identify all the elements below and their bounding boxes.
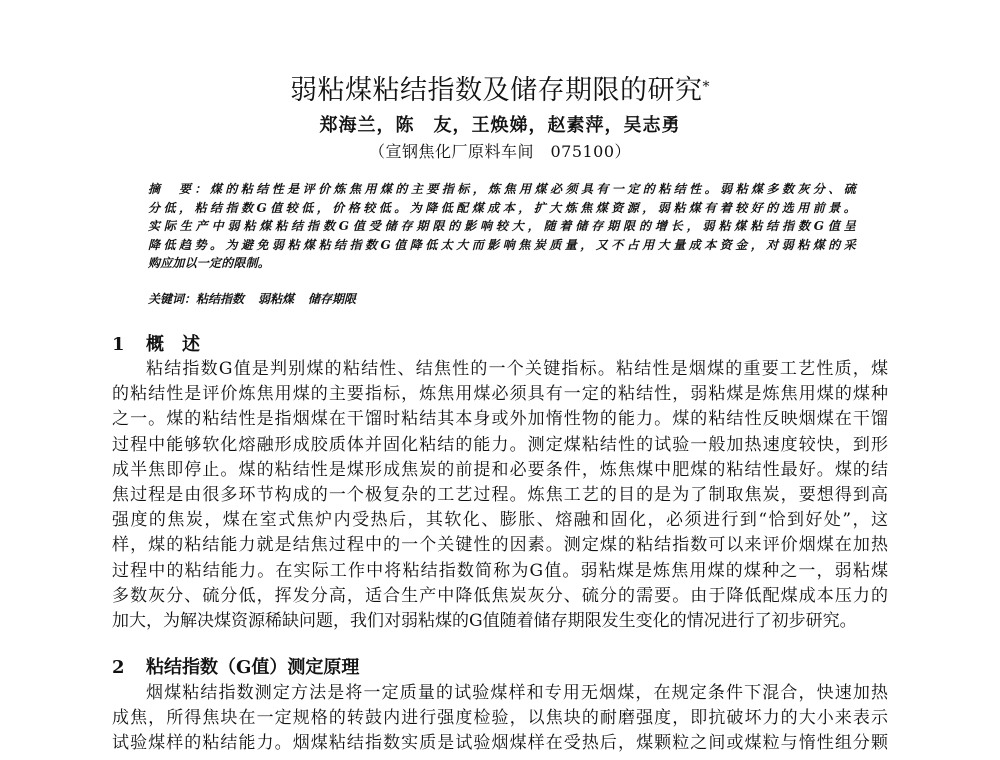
- affiliation: （宣钢焦化厂原料车间 075100）: [368, 142, 632, 161]
- text-line: 样，煤的粘结能力就是结焦过程中的一个关键性的因素。测定煤的粘结指数可以来评价烟煤在加热: [112, 535, 888, 556]
- text-line: 过程中的粘结能力。在实际工作中将粘结指数简称为G值。弱粘煤是炼焦用煤的煤种之一，弱粘煤: [112, 560, 888, 581]
- abstract: [148, 180, 856, 273]
- abstract-line: 实际生产中弱粘煤粘结指数G值受储存期限的影响较大，随着储存期限的增长，弱粘煤粘结指数G值呈: [148, 219, 856, 234]
- text-line: 强度的焦炭，煤在室式焦炉内受热后，其软化、膨胀、熔融和固化，必须进行到“恰到好处”，这: [112, 510, 888, 531]
- text-line: 成焦，所得焦块在一定规格的转鼓内进行强度检验，以焦块的耐磨强度，即抗破坏力的大小来表示: [112, 708, 888, 729]
- section-number: 1: [112, 334, 125, 355]
- text-line: 的粘结性是评价炼焦用煤的主要指标，炼焦用煤必须具有一定的粘结性，弱粘煤是炼焦用煤的煤种: [112, 384, 888, 405]
- section-heading-overview: [112, 333, 200, 357]
- author-list: 郑海兰，陈 友，王焕娣，赵素萍，吴志勇: [319, 115, 681, 136]
- keywords: [148, 290, 856, 308]
- section-heading-principle: [112, 656, 359, 680]
- text-line: 加大，为解决煤资源稀缺问题，我们对弱粘煤的G值随着储存期限发生变化的情况进行了初步研究。: [112, 611, 857, 632]
- keywords-label: 关键词：: [148, 292, 197, 306]
- title-footnote-mark: *: [702, 79, 710, 95]
- keyword: 储存期限: [308, 292, 357, 306]
- section-number: 2: [112, 657, 125, 678]
- paper-title-text: 弱粘煤粘结指数及储存期限的研究: [290, 75, 703, 106]
- abstract-line: 分低，粘结指数G值较低，价格较低。为降低配煤成本，扩大炼焦煤资源，弱粘煤有着较好的选用前景。: [148, 200, 856, 215]
- text-line: 过程中能够软化熔融形成胶质体并固化粘结的能力。测定煤粘结性的试验一般加热速度较快，到形: [112, 434, 888, 455]
- abstract-label: 摘 要：: [148, 182, 210, 196]
- keyword: 粘结指数: [196, 292, 245, 306]
- keyword: 弱粘煤: [258, 292, 295, 306]
- text-line: 焦过程是由很多环节构成的一个极复杂的工艺过程。炼焦工艺的目的是为了制取焦炭，要想得到高: [112, 485, 888, 506]
- paper-title: [0, 74, 1000, 108]
- text-line: 试验煤样的粘结能力。烟煤粘结指数实质是试验烟煤样在受热后，煤颗粒之间或煤粒与惰性组分颗: [112, 733, 888, 754]
- section-body-principle: [112, 681, 888, 757]
- text-line: 之一。煤的粘结性是指烟煤在干馏时粘结其本身或外加惰性物的能力。煤的粘结性反映烟煤在干馏: [112, 409, 888, 430]
- section-body-overview: [112, 357, 888, 634]
- section-title: 概 述: [146, 334, 200, 355]
- text-line: 烟煤粘结指数测定方法是将一定质量的试验煤样和专用无烟煤，在规定条件下混合，快速加热: [146, 683, 888, 703]
- section-title: 粘结指数（G值）测定原理: [146, 657, 360, 678]
- text-line: 粘结指数G值是判别煤的粘结性、结焦性的一个关键指标。粘结性是烟煤的重要工艺性质，煤: [146, 359, 888, 379]
- abstract-line: 降低趋势。为避免弱粘煤粘结指数G值降低太大而影响焦炭质量，又不占用大量成本资金，对弱粘煤的采: [148, 237, 856, 252]
- abstract-line: 购应加以一定的限制。: [148, 256, 271, 271]
- text-line: 多数灰分、硫分低，挥发分高，适合生产中降低焦炭灰分、硫分的需要。由于降低配煤成本压力的: [112, 585, 888, 606]
- abstract-line: 摘 要：煤的粘结性是评价炼焦用煤的主要指标，炼焦用煤必须具有一定的粘结性。弱粘煤多数灰分、硫: [148, 182, 856, 196]
- text-line: 成半焦即停止。煤的粘结性是煤形成焦炭的前提和必要条件，炼焦煤中肥煤的粘结性最好。煤的结: [112, 459, 888, 480]
